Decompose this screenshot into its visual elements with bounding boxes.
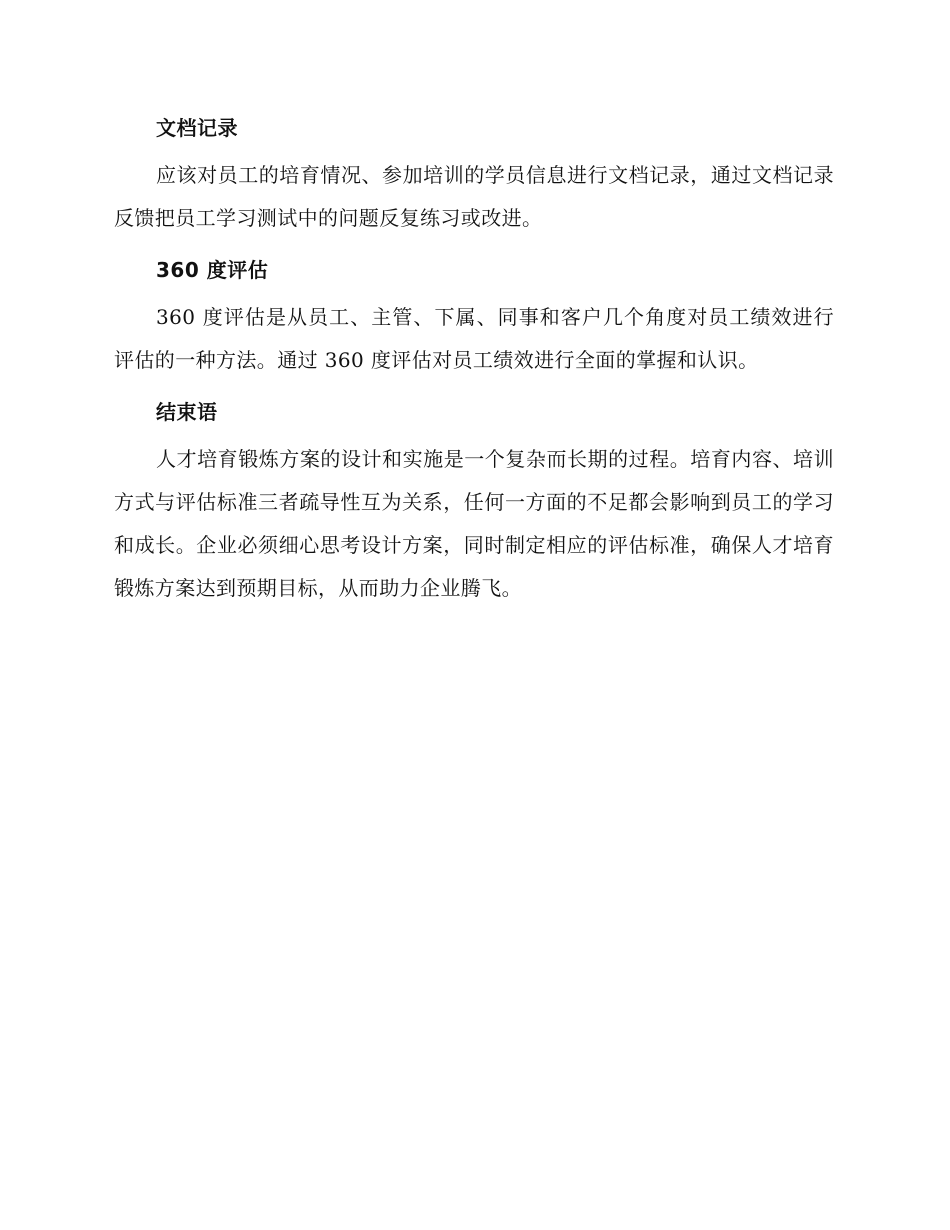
section-body-360-evaluation: 360 度评估是从员工、主管、下属、同事和客户几个角度对员工绩效进行评估的一种方法。通过 360 度评估对员工绩效进行全面的掌握和认识。 xyxy=(114,305,834,372)
section-heading-conclusion: 结束语 xyxy=(156,400,218,424)
section-body-documentation: 应该对员工的培育情况、参加培训的学员信息进行文档记录，通过文档记录反馈把员工学习测试中的问题反复练习或改进。 xyxy=(114,163,834,230)
section-heading-documentation: 文档记录 xyxy=(156,116,238,140)
document-content xyxy=(114,108,834,620)
section-body-conclusion: 人才培育锻炼方案的设计和实施是一个复杂而长期的过程。培育内容、培训方式与评估标准三者疏导性互为关系，任何一方面的不足都会影响到员工的学习和成长。企业必须细心思考设计方案，同时制定相应的评估标准，确保人才培育锻炼方案达到预期目标，从而助力企业腾飞。 xyxy=(114,447,834,600)
section-heading-360-evaluation: 360 度评估 xyxy=(156,258,269,282)
